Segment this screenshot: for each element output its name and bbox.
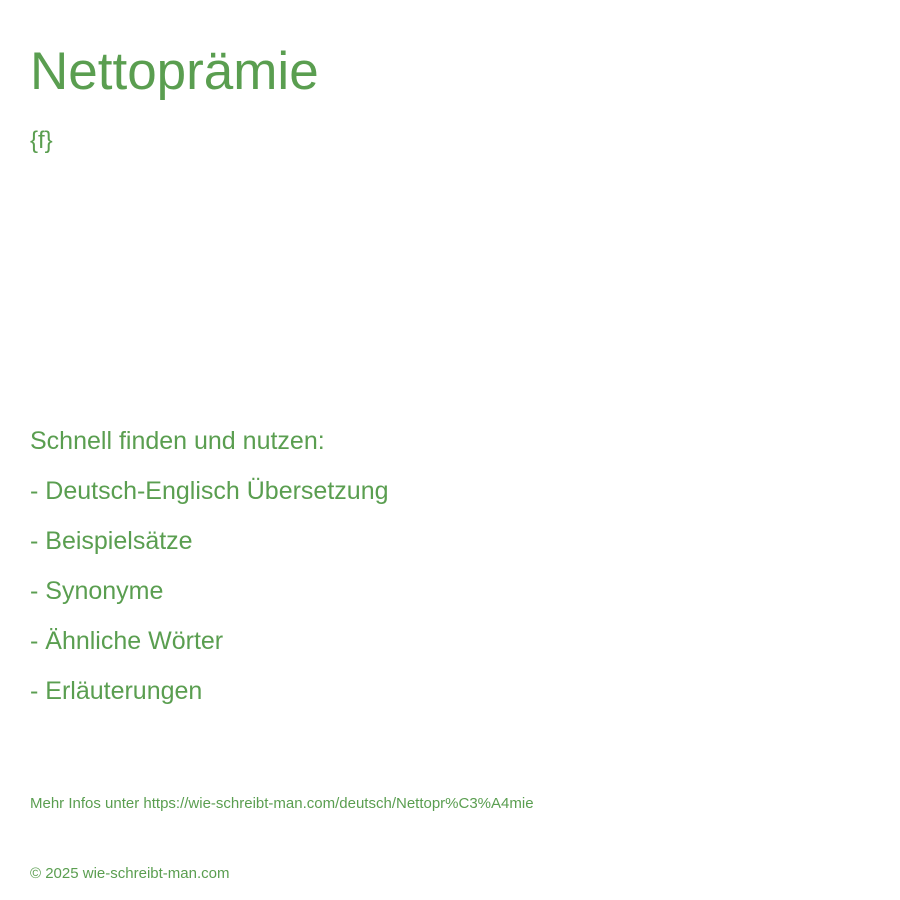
features-heading: Schnell finden und nutzen: [30,427,325,455]
copyright-notice: © 2025 wie-schreibt-man.com [30,865,230,882]
feature-item-example-sentences: - Beispielsätze [30,527,193,555]
features-list [30,423,389,723]
page-title: Nettoprämie [30,42,319,101]
feature-item-translation: - Deutsch-Englisch Übersetzung [30,477,389,505]
gender-label: {f} [30,127,53,154]
feature-item-explanations: - Erläuterungen [30,677,203,705]
feature-item-synonyms: - Synonyme [30,577,164,605]
feature-item-similar-words: - Ähnliche Wörter [30,627,224,655]
more-info-text: Mehr Infos unter https://wie-schreibt-man.com/deutsch/Nettopr%C3%A4mie [30,795,534,812]
